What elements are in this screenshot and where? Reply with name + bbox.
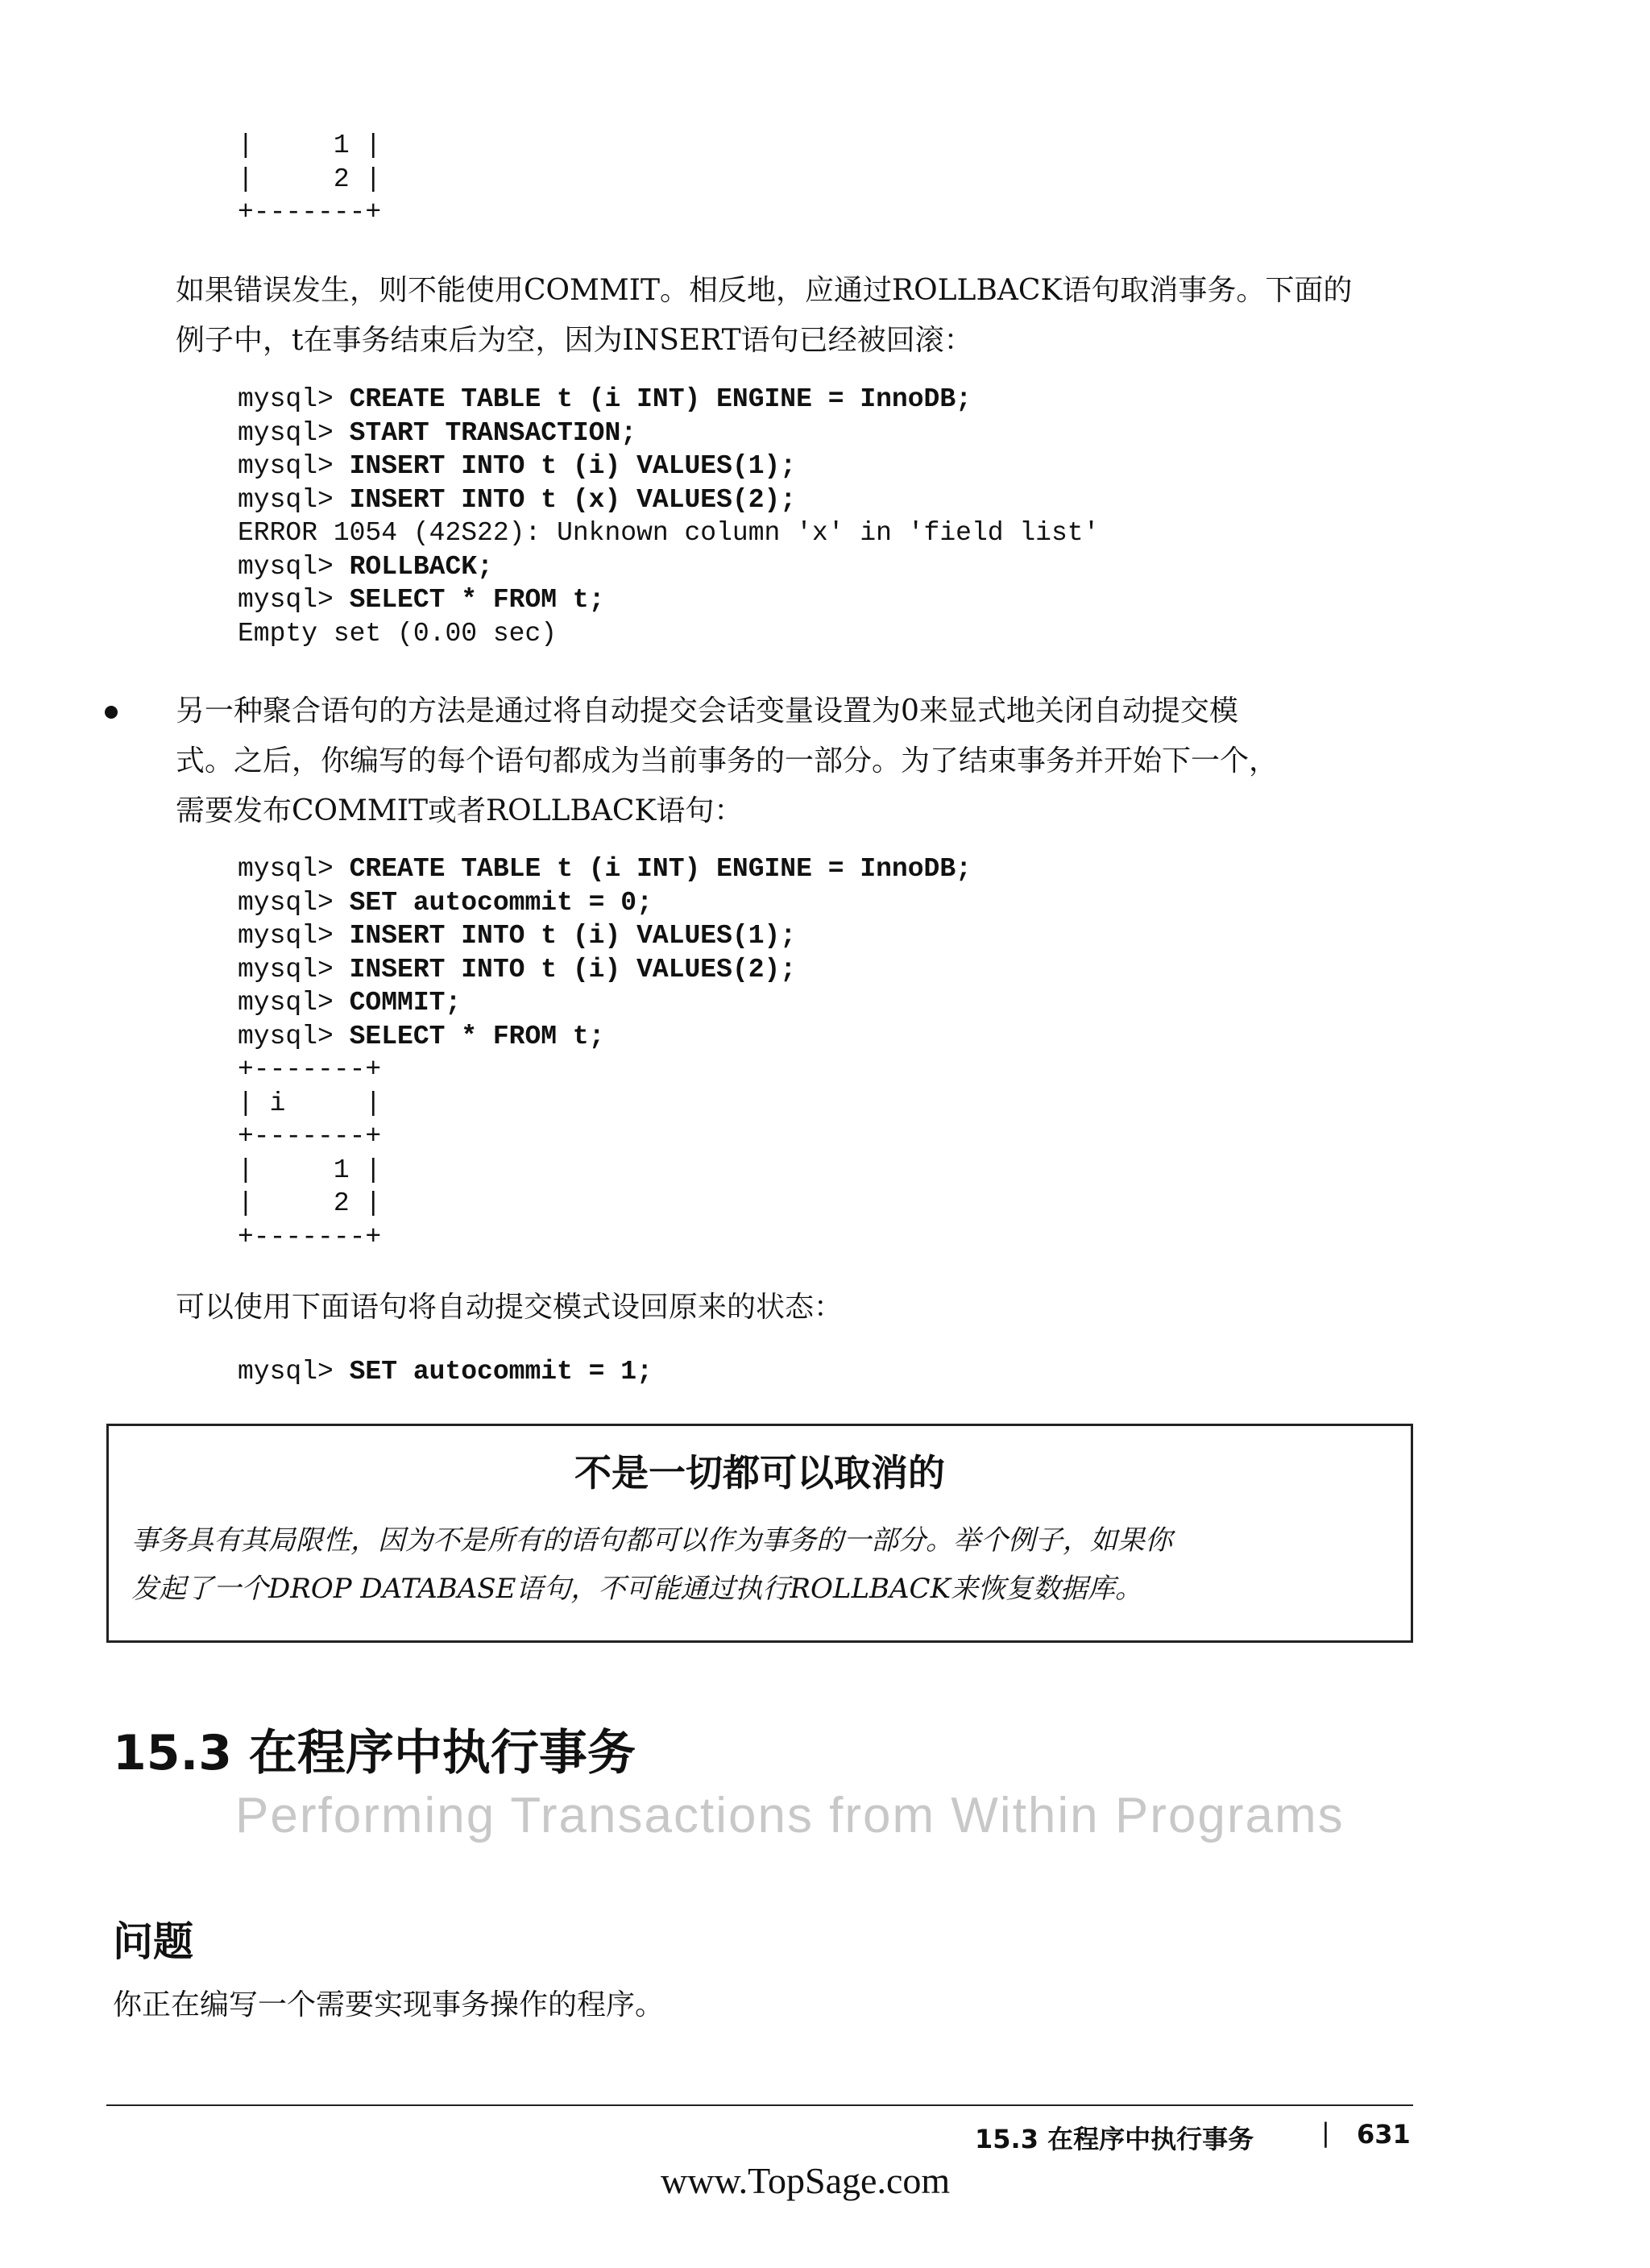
problem-text: 你正在编写一个需要实现事务操作的程序。 xyxy=(113,1988,665,2021)
code-line: mysql> INSERT INTO t (i) VALUES(2); xyxy=(238,954,797,985)
code-line: ERROR 1054 (42S22): Unknown column 'x' in 'field list' xyxy=(238,518,1100,548)
code-line: mysql> SET autocommit = 1; xyxy=(238,1357,653,1387)
code-line: mysql> SELECT * FROM t; xyxy=(238,585,605,615)
section-title: 15.3 在程序中执行事务 xyxy=(113,1725,636,1781)
table-line: | 2 | xyxy=(238,1188,382,1218)
table-line: | 1 | xyxy=(238,131,382,160)
paragraph-autocommit xyxy=(176,686,1278,836)
code-line: mysql> SET autocommit = 0; xyxy=(238,887,653,918)
table-line: | 2 | xyxy=(238,164,382,194)
footer-url[interactable]: www.TopSage.com xyxy=(661,2160,951,2201)
code-line: mysql> COMMIT; xyxy=(238,988,462,1018)
code-line: mysql> SELECT * FROM t; xyxy=(238,1021,605,1051)
table-line: +-------+ xyxy=(238,1122,382,1151)
footer-section-label: 15.3 在程序中执行事务 xyxy=(975,2124,1254,2154)
code-line: Empty set (0.00 sec) xyxy=(238,618,558,649)
note-text xyxy=(131,1516,1411,1613)
table-line: | 1 | xyxy=(238,1155,382,1185)
note-line: 发起了一个DROP DATABASE语句，不可能通过执行ROLLBACK来恢复数据库。 xyxy=(131,1573,1142,1605)
paragraph-rollback xyxy=(176,266,1352,366)
paragraph-line: 式。之后，你编写的每个语句都成为当前事务的一部分。为了结束事务并开始下一个， xyxy=(176,744,1279,777)
table-line: +-------+ xyxy=(238,1221,382,1252)
code-line: mysql> INSERT INTO t (i) VALUES(1); xyxy=(238,921,797,951)
code-line: mysql> INSERT INTO t (x) VALUES(2); xyxy=(238,484,797,515)
section-subtitle: Performing Transactions from Within Programs xyxy=(235,1788,1345,1843)
top-table-tail xyxy=(238,129,381,230)
paragraph-line: 需要发布COMMIT或者ROLLBACK语句： xyxy=(176,794,744,827)
code-block-rollback xyxy=(238,383,1099,650)
problem-heading: 问题 xyxy=(113,1918,193,1965)
code-block-restore xyxy=(238,1355,653,1389)
note-title: 不是一切都可以取消的 xyxy=(574,1451,945,1495)
code-line: mysql> CREATE TABLE t (i INT) ENGINE = InnoDB; xyxy=(238,384,972,414)
table-line: | i | xyxy=(238,1088,382,1118)
code-line: mysql> ROLLBACK; xyxy=(238,551,493,582)
footer-separator: | xyxy=(1321,2117,1330,2148)
table-line: +-------+ xyxy=(238,1055,382,1084)
footer-rule xyxy=(106,2104,1413,2106)
code-line: mysql> INSERT INTO t (i) VALUES(1); xyxy=(238,451,797,481)
note-box xyxy=(106,1424,1413,1643)
code-line: mysql> START TRANSACTION; xyxy=(238,417,637,448)
paragraph-line: 例子中，t在事务结束后为空，因为INSERT语句已经被回滚： xyxy=(176,324,973,357)
code-block-autocommit xyxy=(238,852,972,1254)
page-number: 631 xyxy=(1357,2119,1411,2150)
note-line: 事务具有其局限性，因为不是所有的语句都可以作为事务的一部分。举个例子，如果你 xyxy=(131,1524,1172,1557)
code-line: mysql> CREATE TABLE t (i INT) ENGINE = InnoDB; xyxy=(238,854,972,884)
paragraph-line: 如果错误发生，则不能使用COMMIT。相反地，应通过ROLLBACK语句取消事务。下面的 xyxy=(176,274,1353,307)
paragraph-line: 另一种聚合语句的方法是通过将自动提交会话变量设置为0来显式地关闭自动提交模 xyxy=(176,694,1238,728)
bullet-icon xyxy=(105,706,118,719)
paragraph-restore: 可以使用下面语句将自动提交模式设回原来的状态： xyxy=(176,1291,844,1324)
table-line: +-------+ xyxy=(238,197,382,227)
